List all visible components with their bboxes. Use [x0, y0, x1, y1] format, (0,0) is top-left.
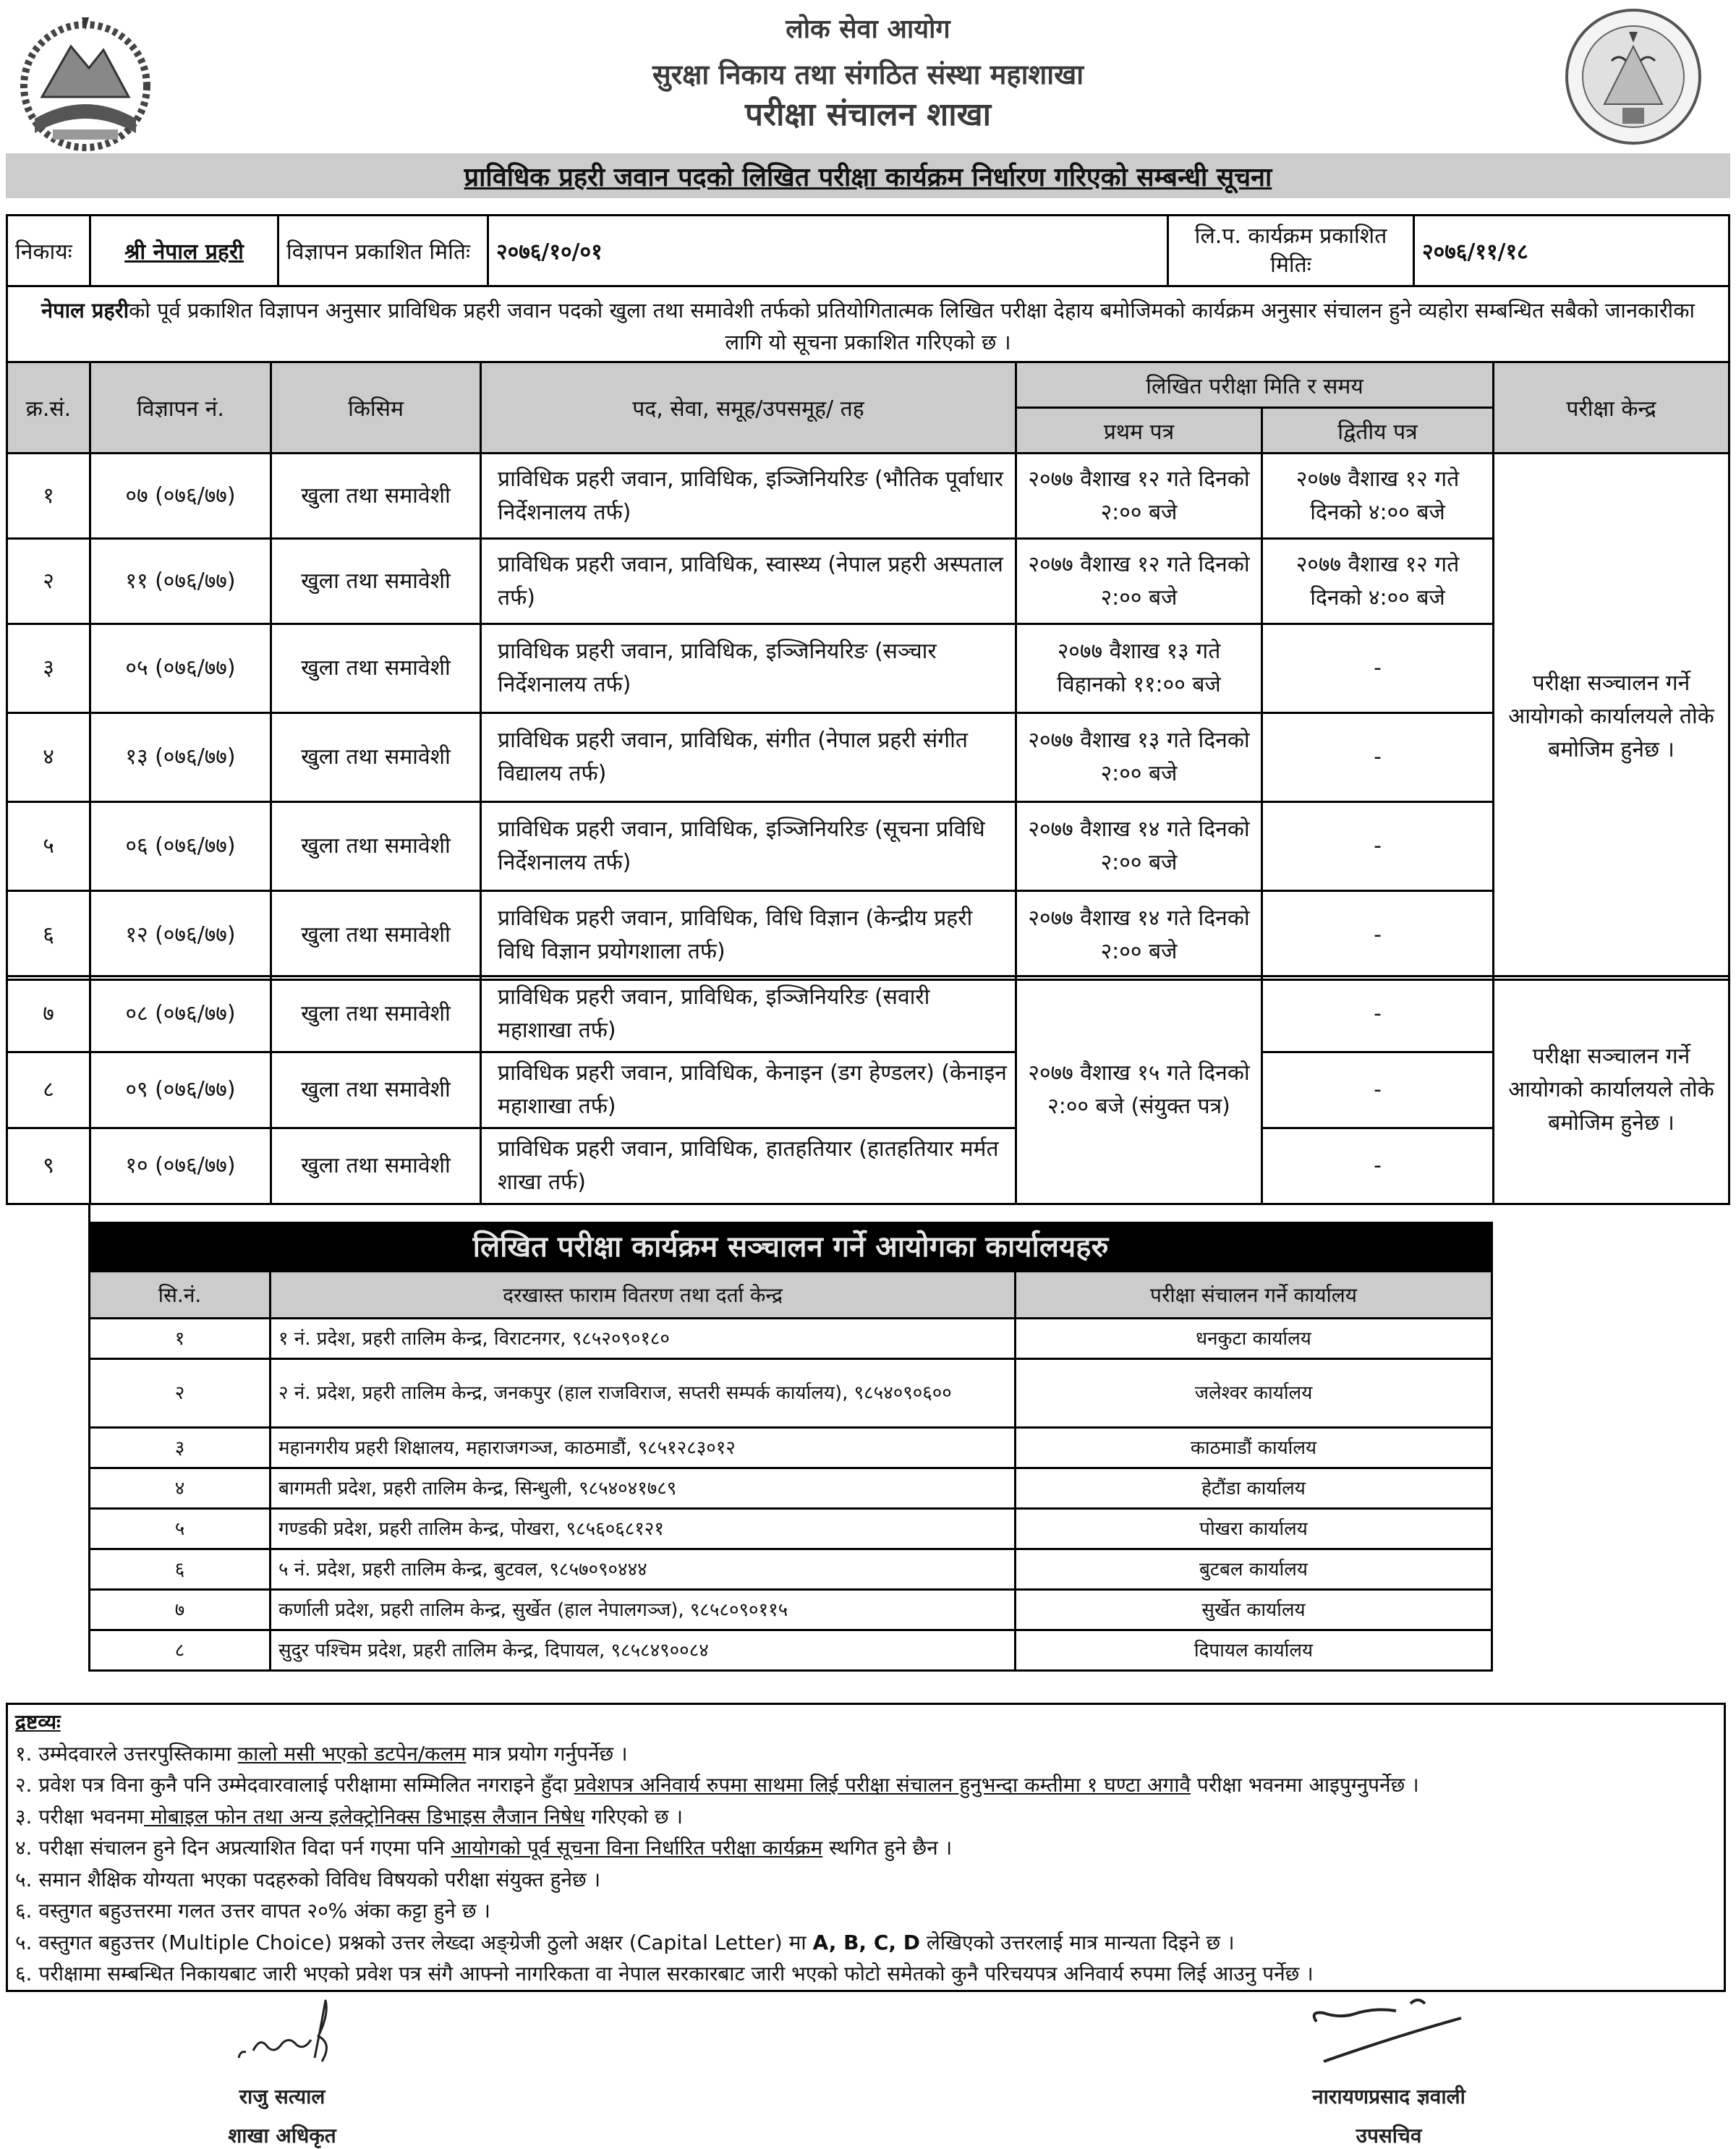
note-item: ५. समान शैक्षिक योग्यता भएका पदहरुको विविध विषयको परीक्षा संयुक्त हुनेछ । — [15, 1867, 601, 1891]
note-item: ४. परीक्षा संचालन हुने दिन अप्रत्याशित विदा पर्न गएमा पनि आयोगको पूर्व सूचना विना निर्धारित परीक्षा कार्यक्रम स्थगित हुने छैन । — [15, 1836, 953, 1860]
row-paper1: २०७७ वैशाख १२ गते दिनको २:०० बजे — [1016, 539, 1262, 624]
note-item: ३. परीक्षा भवनमा मोबाइल फोन तथा अन्य इलेक्ट्रोनिक्स डिभाइस लैजान निषेध गरिएको छ । — [15, 1804, 683, 1829]
row-paper1: २०७७ वैशाख १३ गते विहानको ११:०० बजे — [1016, 624, 1262, 713]
joint-paper1: २०७७ वैशाख १५ गते दिनको २:०० बजे (संयुक्त पत्र) — [1016, 976, 1262, 1204]
row-sn: ५ — [90, 1509, 271, 1549]
note-item: १. उम्मेदवारले उत्तरपुस्तिकामा कालो मसी भएको डटपेन/कलम मात्र प्रयोग गर्नुपर्नेछ । — [15, 1741, 628, 1766]
table-row — [7, 976, 1729, 1052]
row-post: प्राविधिक प्रहरी जवान, प्राविधिक, इञ्जिनियरिङ (भौतिक पूर्वाधार निर्देशनालय तर्फ) — [481, 454, 1016, 539]
division-name: सुरक्षा निकाय तथा संगठित संस्था महाशाखा — [652, 59, 1084, 90]
joint-exam-schedule-table — [6, 975, 1730, 1205]
row-sn: ८ — [7, 1052, 90, 1128]
row-office: सुर्खेत कार्यालय — [1016, 1590, 1492, 1630]
table-row — [90, 1509, 1492, 1549]
row-ad-no: ११ (०७६/७७) — [90, 539, 271, 624]
agency-value: श्री नेपाल प्रहरी — [90, 216, 278, 286]
signatory-role: शाखा अधिकृत — [228, 2124, 336, 2148]
row-sn: ७ — [90, 1590, 271, 1630]
row-office: हेटौंडा कार्यालय — [1016, 1468, 1492, 1509]
row-paper2: - — [1262, 624, 1494, 713]
row-center: सुदुर पश्चिम प्रदेश, प्रहरी तालिम केन्द्र, दिपायल, ९८५८४९००८४ — [271, 1630, 1016, 1671]
row-paper2: - — [1262, 1128, 1494, 1204]
signature-icon — [1288, 1993, 1490, 2072]
row-paper2: २०७७ वैशाख १२ गते दिनको ४:०० बजे — [1262, 539, 1494, 624]
row-type: खुला तथा समावेशी — [271, 891, 481, 980]
note-item: ५. वस्तुगत बहुउत्तर (Multiple Choice) प्रश्नको उत्तर लेख्दा अङ्ग्रेजी ठुलो अक्षर (Capital Letter) मा A, B, C, D लेखिएको उत्तरलाई मात्र मान्यता दिइने छ । — [15, 1930, 1235, 1954]
row-sn: २ — [90, 1359, 271, 1428]
intro-bold: नेपाल प्रहरी — [41, 298, 129, 323]
col-center: परीक्षा केन्द्र — [1494, 362, 1729, 454]
col-sn: सि.नं. — [90, 1272, 271, 1319]
agency-label: निकायः — [7, 216, 90, 286]
row-sn: ८ — [90, 1630, 271, 1671]
signatory-name: राजु सत्याल — [239, 2085, 326, 2108]
signature-block-right — [1244, 1993, 1533, 2149]
signatory-name: नारायणप्रसाद ज्ञवाली — [1312, 2085, 1465, 2108]
row-post: प्राविधिक प्रहरी जवान, प्राविधिक, इञ्जिनियरिङ (सवारी महाशाखा तर्फ) — [481, 976, 1016, 1052]
row-paper2: - — [1262, 713, 1494, 802]
row-post: प्राविधिक प्रहरी जवान, प्राविधिक, स्वास्थ्य (नेपाल प्रहरी अस्पताल तर्फ) — [481, 539, 1016, 624]
row-center: महानगरीय प्रहरी शिक्षालय, महाराजगञ्ज, काठमाडौं, ९८५१२८३०१२ — [271, 1428, 1016, 1468]
row-center: ५ नं. प्रदेश, प्रहरी तालिम केन्द्र, बुटवल, ९८५७०९०४४४ — [271, 1549, 1016, 1590]
table-row — [7, 1128, 1729, 1204]
note-item: ६. वस्तुगत बहुउत्तरमा गलत उत्तर वापत २०% अंका कट्टा हुने छ । — [15, 1899, 491, 1923]
ad-date-value: २०७६/१०/०१ — [488, 216, 1168, 286]
row-paper1: २०७७ वैशाख १४ गते दिनको २:०० बजे — [1016, 891, 1262, 980]
row-ad-no: १० (०७६/७७) — [90, 1128, 271, 1204]
row-paper1: २०७७ वैशाख १४ गते दिनको २:०० बजे — [1016, 802, 1262, 891]
row-center: गण्डकी प्रदेश, प्रहरी तालिम केन्द्र, पोखरा, ९८५६०६८१२१ — [271, 1509, 1016, 1549]
row-center: कर्णाली प्रदेश, प्रहरी तालिम केन्द्र, सुर्खेत (हाल नेपालगञ्ज), ९८५८०९०११५ — [271, 1590, 1016, 1630]
table-row — [7, 891, 1729, 980]
schedule-date-label: लि.प. कार्यक्रम प्रकाशित मितिः — [1168, 216, 1414, 286]
row-type: खुला तथा समावेशी — [271, 624, 481, 713]
offices-title: लिखित परीक्षा कार्यक्रम सञ्चालन गर्ने आयोगका कार्यालयहरु — [90, 1223, 1492, 1272]
row-office: धनकुटा कार्यालय — [1016, 1319, 1492, 1359]
row-post: प्राविधिक प्रहरी जवान, प्राविधिक, इञ्जिनियरिङ (सञ्चार निर्देशनालय तर्फ) — [481, 624, 1016, 713]
row-post: प्राविधिक प्रहरी जवान, प्राविधिक, इञ्जिनियरिङ (सूचना प्रविधि निर्देशनालय तर्फ) — [481, 802, 1016, 891]
row-sn: १ — [90, 1319, 271, 1359]
signature-block-left — [174, 1993, 391, 2149]
table-row — [7, 713, 1729, 802]
row-type: खुला तथा समावेशी — [271, 1128, 481, 1204]
signatory-role: उपसचिव — [1356, 2124, 1422, 2148]
col-type: किसिम — [271, 362, 481, 454]
row-ad-no: ०९ (०७६/७७) — [90, 1052, 271, 1128]
row-center: २ नं. प्रदेश, प्रहरी तालिम केन्द्र, जनकपुर (हाल राजविराज, सप्तरी सम्पर्क कार्यालय), ९८५४०९०६०० — [271, 1359, 1016, 1428]
org-name: लोक सेवा आयोग — [786, 14, 950, 44]
table-row — [90, 1468, 1492, 1509]
row-ad-no: ०६ (०७६/७७) — [90, 802, 271, 891]
row-paper2: - — [1262, 1052, 1494, 1128]
row-type: खुला तथा समावेशी — [271, 454, 481, 539]
ad-date-label: विज्ञापन प्रकाशित मितिः — [278, 216, 488, 286]
row-paper2: - — [1262, 891, 1494, 980]
exam-center-note: परीक्षा सञ्चालन गर्ने आयोगको कार्यालयले तोके बमोजिम हुनेछ । — [1494, 454, 1729, 980]
row-sn: ९ — [7, 1128, 90, 1204]
row-type: खुला तथा समावेशी — [271, 976, 481, 1052]
row-type: खुला तथा समावेशी — [271, 713, 481, 802]
exam-center-note: परीक्षा सञ्चालन गर्ने आयोगको कार्यालयले तोके बमोजिम हुनेछ । — [1494, 976, 1729, 1204]
notes-heading: द्रष्टव्यः — [15, 1710, 61, 1734]
row-ad-no: १३ (०७६/७७) — [90, 713, 271, 802]
row-paper1: २०७७ वैशाख १२ गते दिनको २:०० बजे — [1016, 454, 1262, 539]
col-sn: क्र.सं. — [7, 362, 90, 454]
col-center: दरखास्त फाराम वितरण तथा दर्ता केन्द्र — [271, 1272, 1016, 1319]
offices-table — [88, 1222, 1493, 1672]
table-row — [7, 454, 1729, 539]
table-row — [90, 1359, 1492, 1428]
row-ad-no: ०८ (०७६/७७) — [90, 976, 271, 1052]
table-row — [90, 1630, 1492, 1671]
intro-paragraph — [7, 286, 1729, 367]
col-exam-datetime: लिखित परीक्षा मिति र समय — [1016, 362, 1494, 408]
row-ad-no: १२ (०७६/७७) — [90, 891, 271, 980]
row-sn: ६ — [7, 891, 90, 980]
notice-info-table — [6, 214, 1730, 367]
row-sn: २ — [7, 539, 90, 624]
row-sn: ६ — [90, 1549, 271, 1590]
row-post: प्राविधिक प्रहरी जवान, प्राविधिक, विधि विज्ञान (केन्द्रीय प्रहरी विधि विज्ञान प्रयोगशाला तर्फ) — [481, 891, 1016, 980]
row-type: खुला तथा समावेशी — [271, 1052, 481, 1128]
row-center: बागमती प्रदेश, प्रहरी तालिम केन्द्र, सिन्धुली, ९८५४०४१७८९ — [271, 1468, 1016, 1509]
row-office: पोखरा कार्यालय — [1016, 1509, 1492, 1549]
schedule-date-value: २०७६/११/१८ — [1414, 216, 1729, 286]
row-sn: ३ — [7, 624, 90, 713]
row-paper2: - — [1262, 802, 1494, 891]
col-ad-no: विज्ञापन नं. — [90, 362, 271, 454]
row-office: काठमाडौं कार्यालय — [1016, 1428, 1492, 1468]
table-row — [7, 539, 1729, 624]
signature-icon — [195, 1993, 369, 2072]
row-post: प्राविधिक प्रहरी जवान, प्राविधिक, हातहतियार (हातहतियार मर्मत शाखा तर्फ) — [481, 1128, 1016, 1204]
row-paper1: २०७७ वैशाख १३ गते दिनको २:०० बजे — [1016, 713, 1262, 802]
row-type: खुला तथा समावेशी — [271, 802, 481, 891]
table-row — [7, 624, 1729, 713]
public-service-commission-emblem-icon — [1561, 3, 1706, 148]
note-item: ६. परीक्षामा सम्बन्धित निकायबाट जारी भएको प्रवेश पत्र संगै आफ्नो नागरिकता वा नेपाल सरकारबाट जारी भएको फोटो समेतको कुनै परिचयपत्र अनिवार्य रुपमा लिई आउनु पर्नेछ । — [15, 1962, 1314, 1986]
row-sn: १ — [7, 454, 90, 539]
row-sn: ३ — [90, 1428, 271, 1468]
row-sn: ४ — [7, 713, 90, 802]
row-ad-no: ०७ (०७६/७७) — [90, 454, 271, 539]
row-post: प्राविधिक प्रहरी जवान, प्राविधिक, केनाइन (डग हेण्डलर) (केनाइन महाशाखा तर्फ) — [481, 1052, 1016, 1128]
row-type: खुला तथा समावेशी — [271, 539, 481, 624]
intro-text: को पूर्व प्रकाशित विज्ञापन अनुसार प्राविधिक प्रहरी जवान पदको खुला तथा समावेशी तर्फको प्रतियोगितात्मक लिखित परीक्षा देहाय बमोजिमको कार्यक्रम अनुसार संचालन हुने व्यहोरा सम्बन्धित सबैको जानकारीका लागि यो सूचना प्रकाशित गरिएको छ । — [129, 298, 1695, 354]
table-row — [7, 1052, 1729, 1128]
col-post: पद, सेवा, समूह/उपसमूह/ तह — [481, 362, 1016, 454]
row-ad-no: ०५ (०७६/७७) — [90, 624, 271, 713]
table-row — [90, 1549, 1492, 1590]
branch-name: परीक्षा संचालन शाखा — [744, 96, 991, 133]
exam-schedule-table — [6, 361, 1730, 981]
row-sn: ५ — [7, 802, 90, 891]
row-center: १ नं. प्रदेश, प्रहरी तालिम केन्द्र, विराटनगर, ९८५२०९०१८० — [271, 1319, 1016, 1359]
notice-title: प्राविधिक प्रहरी जवान पदको लिखित परीक्षा कार्यक्रम निर्धारण गरिएको सम्बन्धी सूचना — [464, 162, 1272, 192]
row-paper2: - — [1262, 976, 1494, 1052]
row-post: प्राविधिक प्रहरी जवान, प्राविधिक, संगीत (नेपाल प्रहरी संगीत विद्यालय तर्फ) — [481, 713, 1016, 802]
table-row — [90, 1590, 1492, 1630]
table-row — [7, 802, 1729, 891]
row-office: बुटबल कार्यालय — [1016, 1549, 1492, 1590]
notice-title-bar — [6, 153, 1730, 198]
table-row — [90, 1428, 1492, 1468]
row-office: जलेश्वर कार्यालय — [1016, 1359, 1492, 1428]
table-row — [90, 1319, 1492, 1359]
col-paper2: द्वितीय पत्र — [1262, 408, 1494, 454]
note-item: २. प्रवेश पत्र विना कुनै पनि उम्मेदवारवालाई परीक्षामा सम्मिलित नगराइने हुँदा प्रवेशपत्र अनिवार्य रुपमा साथमा लिई परीक्षा संचालन हुनुभन्दा कम्तीमा १ घण्टा अगावै परीक्षा भवनमा आइपुग्नुपर्नेछ । — [15, 1773, 1419, 1797]
row-sn: ७ — [7, 976, 90, 1052]
notes-box — [6, 1703, 1726, 1992]
row-paper2: २०७७ वैशाख १२ गते दिनको ४:०० बजे — [1262, 454, 1494, 539]
row-office: दिपायल कार्यालय — [1016, 1630, 1492, 1671]
col-paper1: प्रथम पत्र — [1016, 408, 1262, 454]
row-sn: ४ — [90, 1468, 271, 1509]
col-office: परीक्षा संचालन गर्ने कार्यालय — [1016, 1272, 1492, 1319]
